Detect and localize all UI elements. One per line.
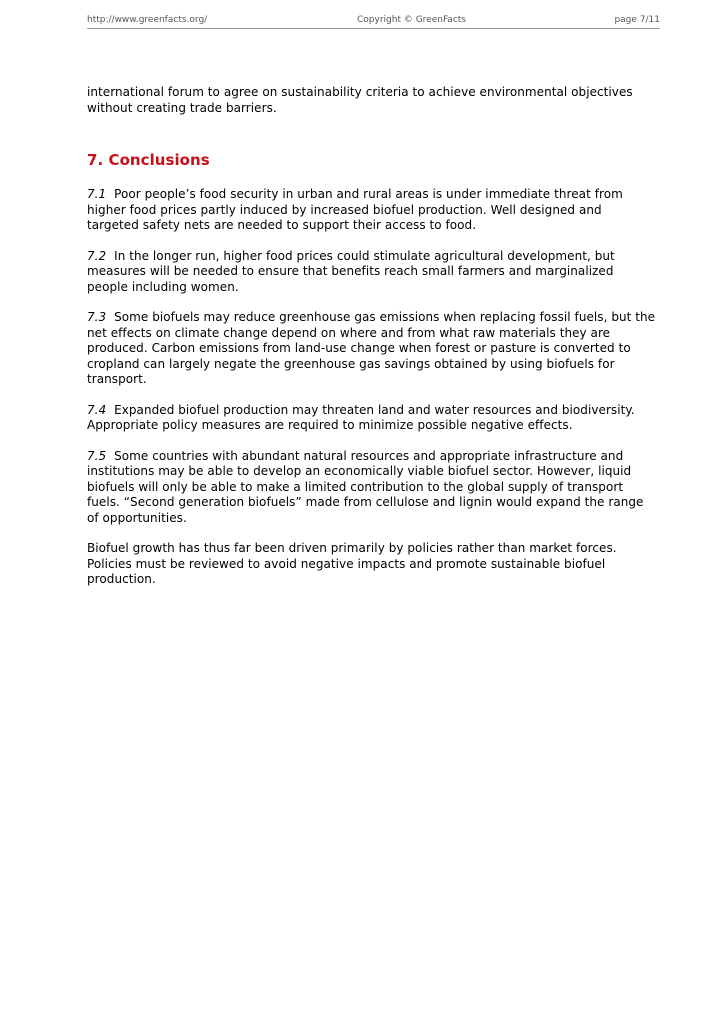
conclusion-paragraph-7-5 xyxy=(87,449,657,527)
paragraph-text: Some countries with abundant natural resources and appropriate infrastructure and institutions may be able to develop an economically viable biofuel sector. However, liquid biofuels will only be able to make a limited contribution to the global supply of transport fuels. “Second generation biofuels” made from cellulose and lignin would expand the range of opportunities. xyxy=(87,448,644,525)
paragraph-text: In the longer run, higher food prices could stimulate agricultural development, but measures will be needed to ensure that benefits reach small farmers and marginalized people including women. xyxy=(87,248,615,294)
document-body xyxy=(87,85,657,603)
intro-paragraph: international forum to agree on sustainability criteria to achieve environmental objectives without creating trade barriers. xyxy=(87,85,633,115)
closing-paragraph: Biofuel growth has thus far been driven primarily by policies rather than market forces. Policies must be reviewed to avoid negative impacts and promote sustainable biofuel production. xyxy=(87,541,617,586)
header-url[interactable]: http://www.greenfacts.org/ xyxy=(87,15,208,25)
conclusion-paragraph-7-4 xyxy=(87,403,657,434)
paragraph-number: 7.3 xyxy=(87,310,107,324)
conclusion-paragraph-7-3 xyxy=(87,310,657,388)
conclusion-paragraph-7-1 xyxy=(87,187,657,234)
paragraph-text: Some biofuels may reduce greenhouse gas emissions when replacing fossil fuels, but the net effects on climate change depend on where and from what raw materials they are produced. Carbon emissions from land-use change when forest or pasture is converted to cropland can largely negate the greenhouse gas savings obtained by using biofuels for transport. xyxy=(87,310,656,386)
section-title: 7. Conclusions xyxy=(87,151,210,169)
header-copyright: Copyright © GreenFacts xyxy=(357,15,466,25)
paragraph-number: 7.5 xyxy=(87,448,107,463)
conclusion-paragraph-7-2 xyxy=(87,249,657,296)
paragraph-text: Expanded biofuel production may threaten land and water resources and biodiversity. Appropriate policy measures are required to minimize possible negative effects. xyxy=(87,402,635,432)
paragraph-number: 7.2 xyxy=(87,248,107,263)
paragraph-number: 7.1 xyxy=(87,187,107,201)
header-page-number: page 7/11 xyxy=(614,15,660,25)
paragraph-number: 7.4 xyxy=(87,402,107,417)
page-header xyxy=(87,13,660,29)
paragraph-text: Poor people’s food security in urban and rural areas is under immediate threat from higher food prices partly induced by increased biofuel production. Well designed and targeted safety nets are needed to support their access to food. xyxy=(87,187,623,232)
